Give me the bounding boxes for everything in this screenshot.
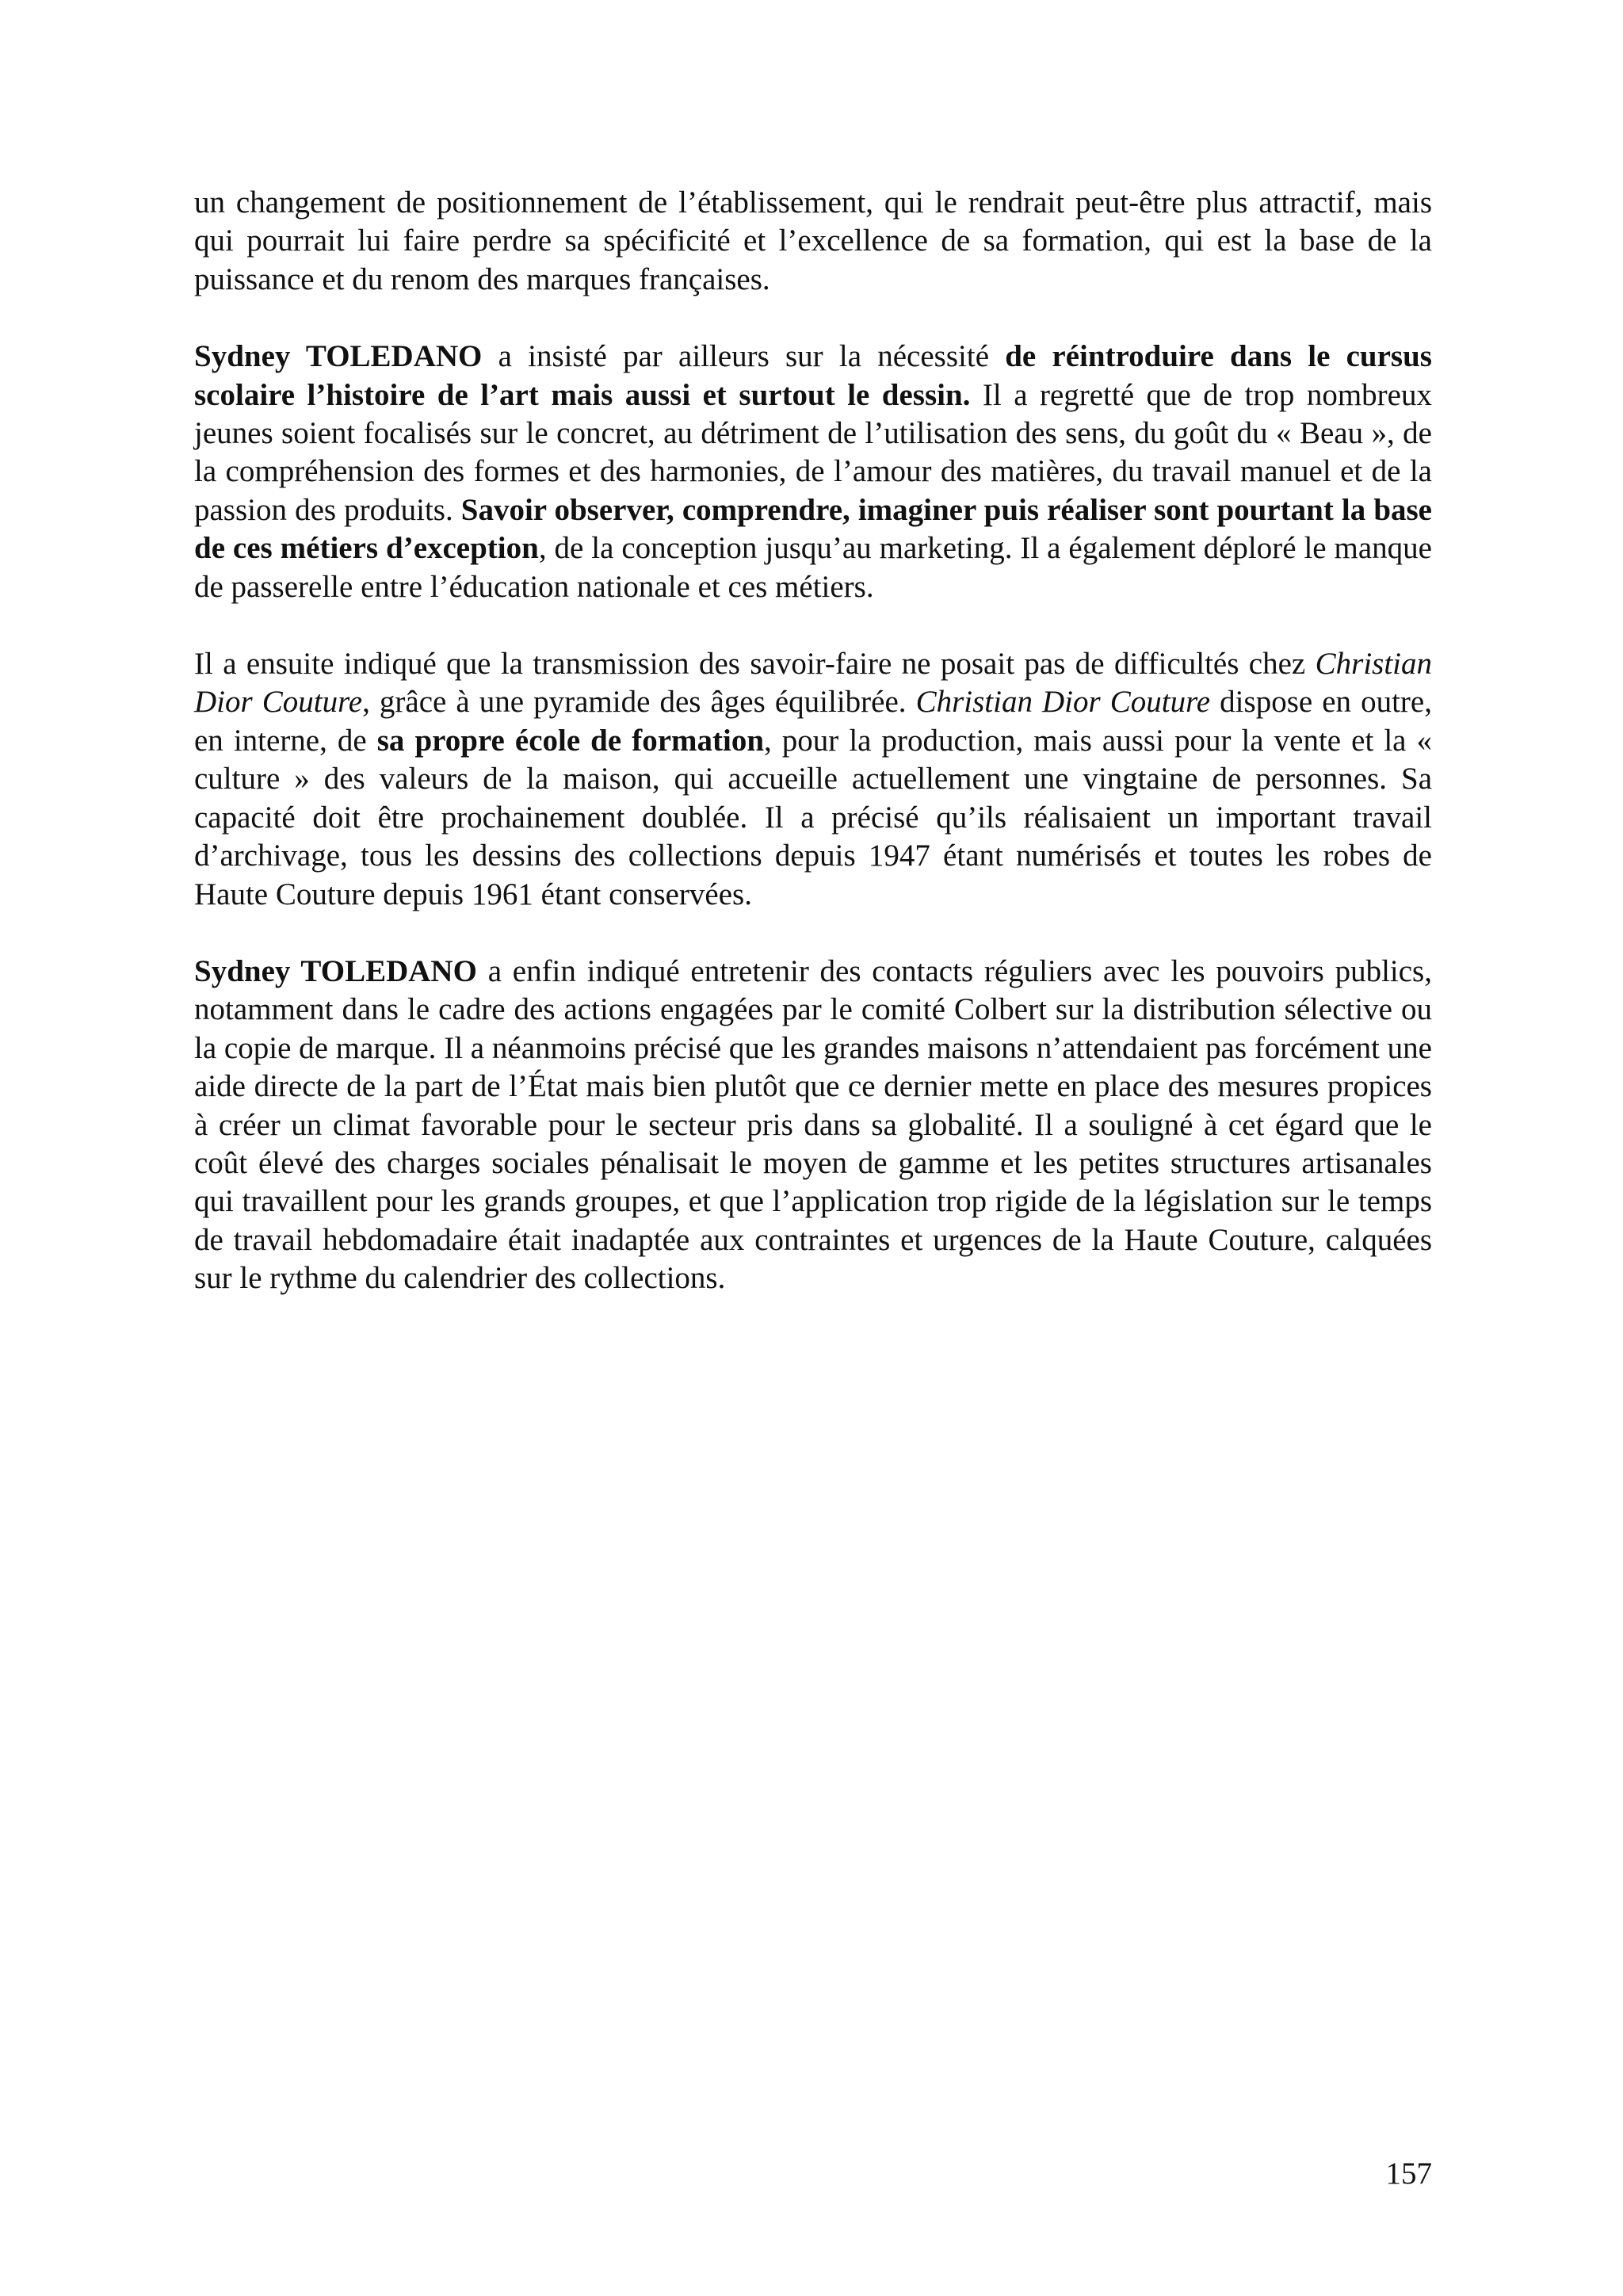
text-run: , de la conception jusqu’au marketing. Il a également déploré le manque de passerelle entre l’éducation nationale et ces métiers.	[194, 531, 1432, 604]
text-run: , pour la production, mais aussi pour la vente et la « culture » des valeurs de la maison, qui accueille actuellement une vingtaine de personnes. Sa capacité doit être prochainement doublée. Il a précisé qu’ils réalisaient un important travail d’archivage, tous les dessins des collections depuis 1947 étant numérisés et toutes les robes de Haute Couture depuis 1961 étant conservées.	[194, 723, 1432, 911]
emphasis-bold: Savoir observer, comprendre, imaginer puis réaliser sont pourtant la base de ces métiers d’exception	[194, 492, 1432, 566]
person-name: Sydney TOLEDANO	[194, 953, 477, 988]
company-name: Christian Dior Couture	[194, 647, 1432, 720]
text-run: un changement de positionnement de l’établissement, qui le rendrait peut-être plus attractif, mais qui pourrait lui faire perdre sa spécificité et l’excellence de sa formation, qui est la base de la puissance et du renom des marques françaises.	[194, 185, 1432, 296]
emphasis-bold: de réintroduire dans le cursus scolaire l’histoire de l’art mais aussi et surtout le dessin.	[194, 339, 1432, 412]
text-run: a insisté par ailleurs sur la nécessité	[482, 339, 1006, 374]
text-run: , grâce à une pyramide des âges équilibrée.	[362, 685, 916, 720]
paragraph-1	[194, 184, 1432, 299]
text-run: Il a ensuite indiqué que la transmission des savoir-faire ne posait pas de difficultés chez	[194, 647, 1316, 682]
emphasis-bold: sa propre école de formation	[376, 723, 765, 758]
paragraph-4	[194, 953, 1432, 1298]
document-body	[194, 184, 1432, 1298]
text-run: dispose en outre, en interne, de	[194, 685, 1432, 758]
paragraph-3	[194, 645, 1432, 914]
text-run: Il a regretté que de trop nombreux jeunes soient focalisés sur le concret, au détriment de l’utilisation des sens, du goût du « Beau », de la compréhension des formes et des harmonies, de l’amour des matières, du travail manuel et de la passion des produits.	[194, 377, 1432, 527]
company-name: Christian Dior Couture	[915, 685, 1211, 720]
page-number: 157	[1385, 2157, 1432, 2191]
paragraph-2	[194, 338, 1432, 606]
text-run: a enfin indiqué entretenir des contacts réguliers avec les pouvoirs publics, notamment dans le cadre des actions engagées par le comité Colbert sur la distribution sélective ou la copie de marque. Il a néanmoins précisé que les grandes maisons n’attendaient pas forcément une aide directe de la part de l’État mais bien plutôt que ce dernier mette en place des mesures propices à créer un climat favorable pour le secteur pris dans sa globalité. Il a souligné à cet égard que le coût élevé des charges sociales pénalisait le moyen de gamme et les petites structures artisanales qui travaillent pour les grands groupes, et que l’application trop rigide de la législation sur le temps de travail hebdomadaire était inadaptée aux contraintes et urgences de la Haute Couture, calquées sur le rythme du calendrier des collections.	[194, 953, 1432, 1296]
person-name: Sydney TOLEDANO	[194, 339, 483, 374]
